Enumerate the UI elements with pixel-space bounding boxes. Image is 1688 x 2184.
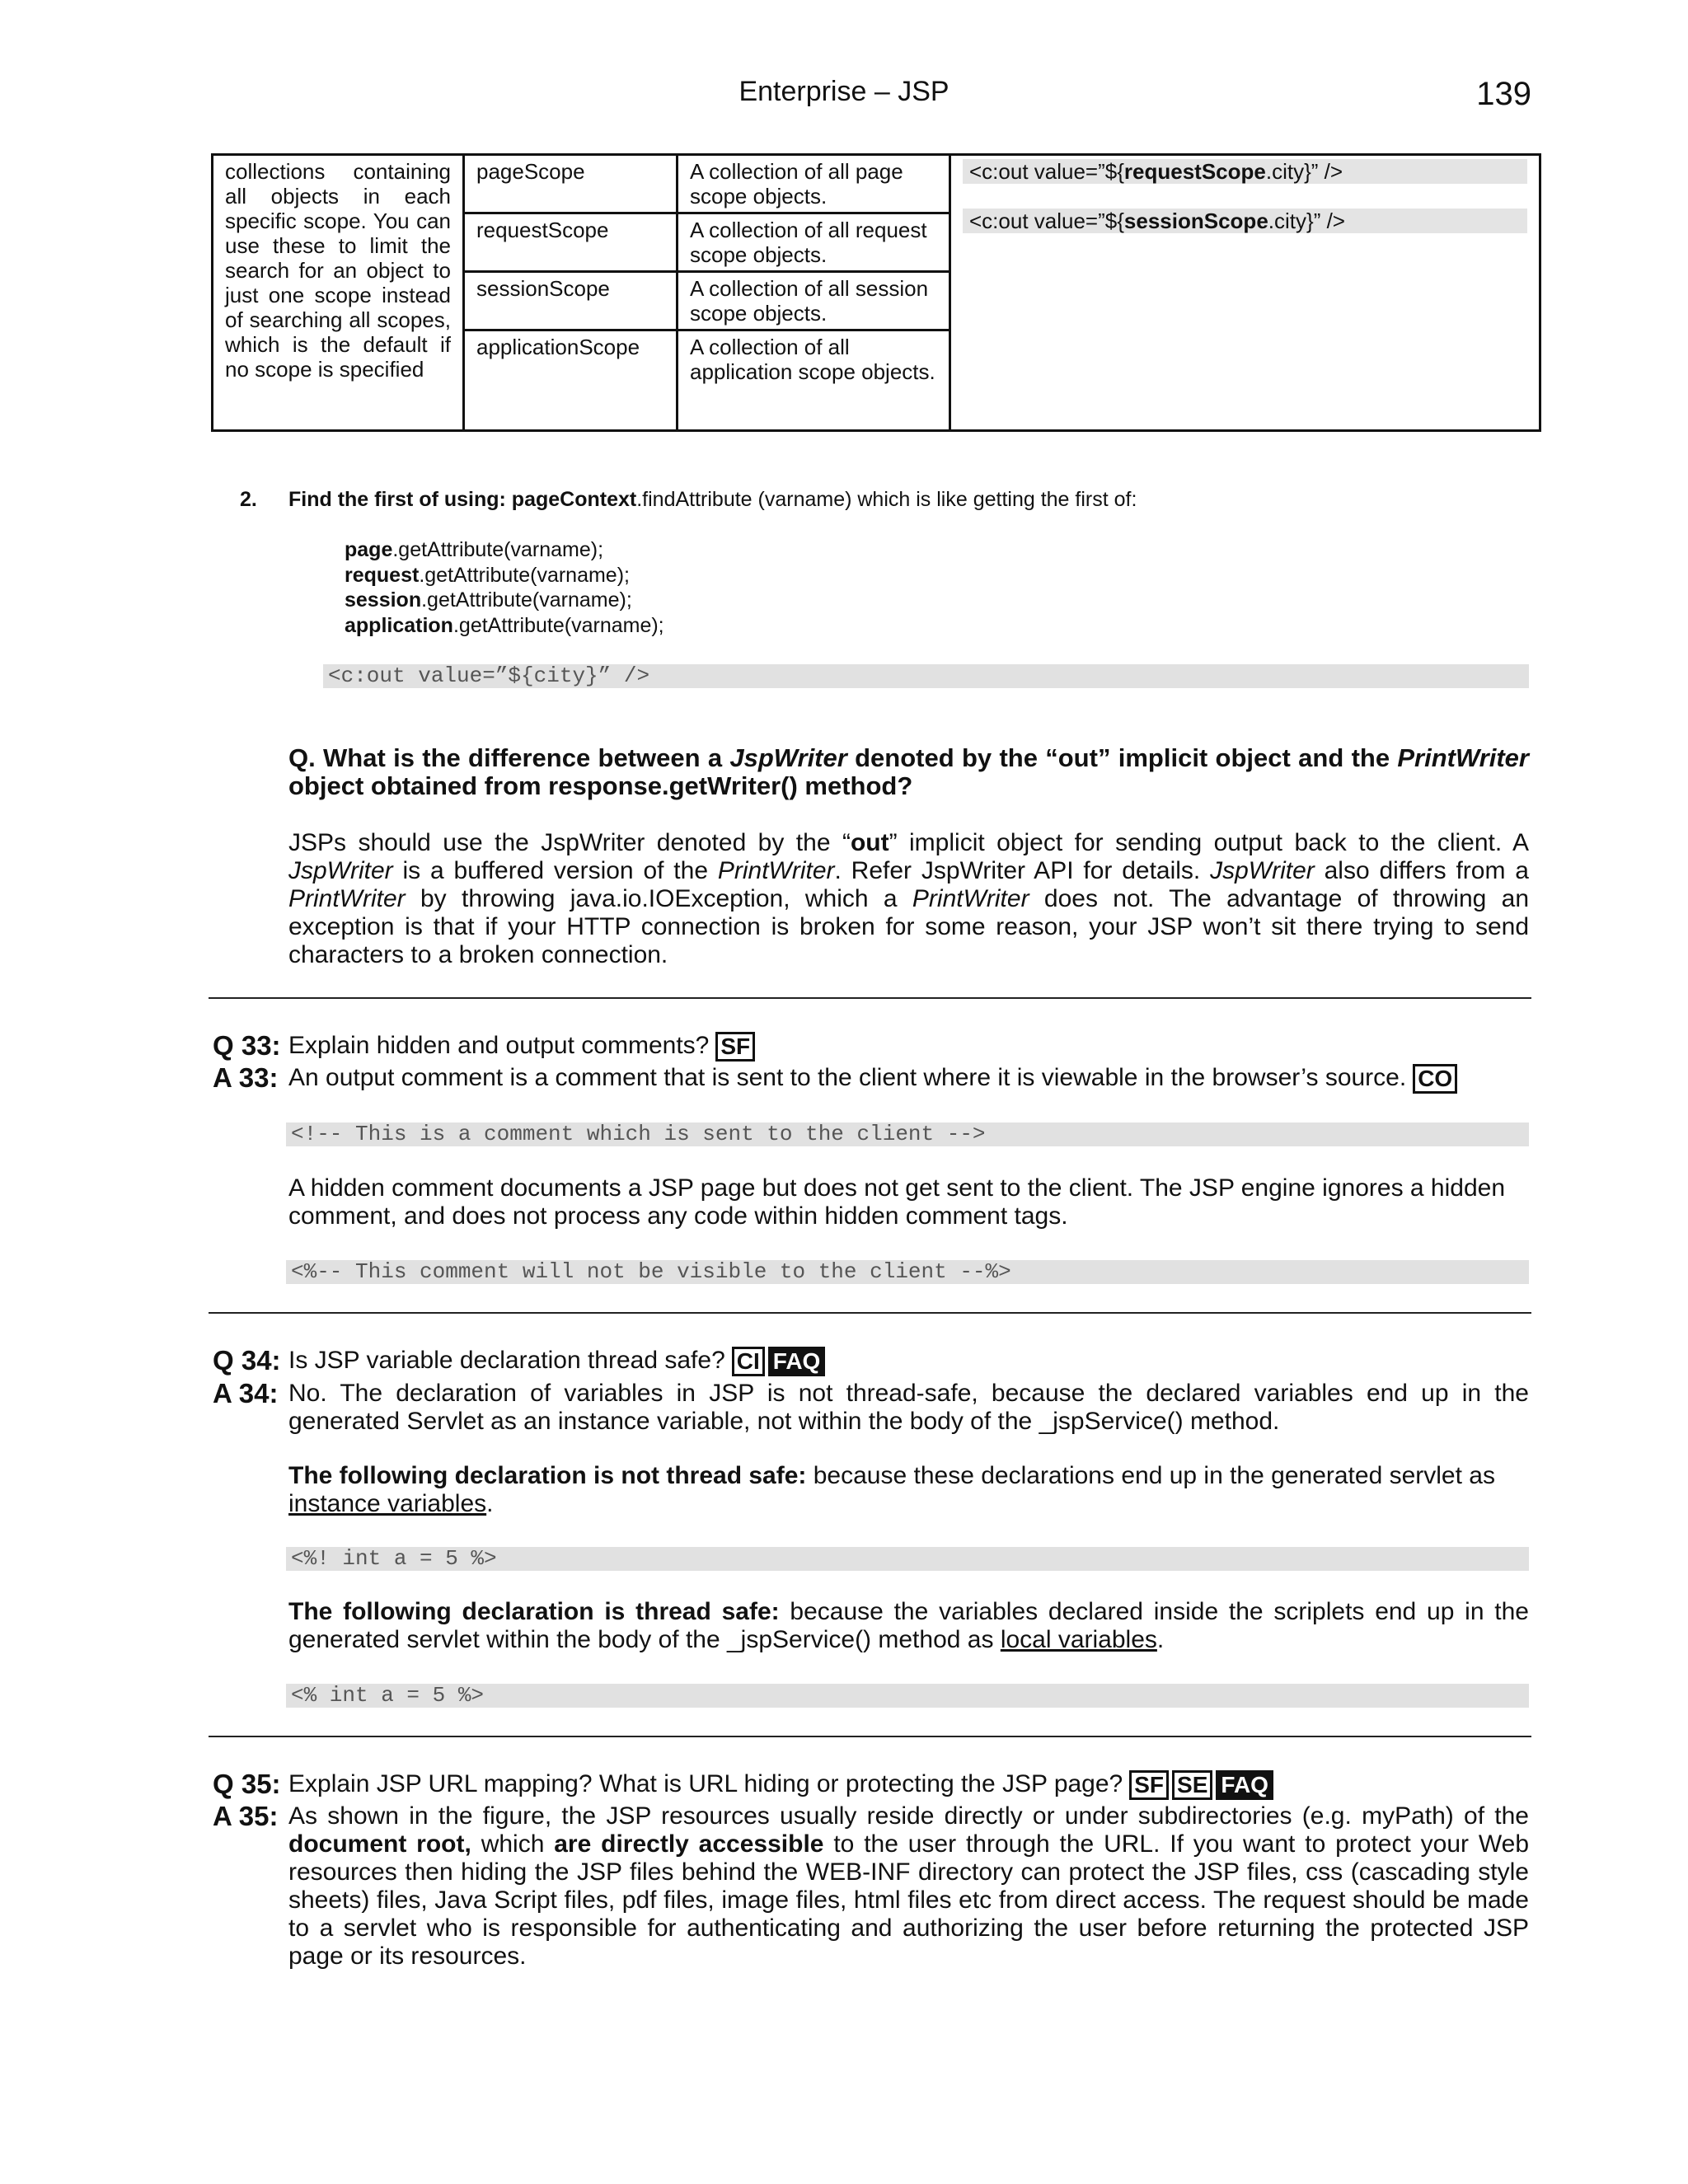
page-number: 139 [1476,76,1531,112]
tag-badge: SF [1129,1770,1169,1800]
code-block: <c:out value=”${city}” /> [323,664,1529,688]
paragraph: The following declaration is thread safe: because the variables declared inside the scriplets end up in the generated servlet within the body of the _jspService() method as local variables. [288,1598,1529,1653]
code-block: <% int a = 5 %> [286,1684,1529,1708]
code-block: <%-- This comment will not be visible to the client --%> [286,1260,1529,1284]
scope-collection: A collection of all page scope objects. [678,155,950,213]
scope-examples [950,155,1540,431]
paragraph: A hidden comment documents a JSP page but does not get sent to the client. The JSP engine ignores a hidden comment, and does not process any code within hidden comment tags. [288,1174,1506,1230]
tag-badge: FAQ [1216,1770,1273,1800]
question-text: Explain JSP URL mapping? What is URL hiding or protecting the JSP page? SF SE FAQ [288,1769,1273,1800]
question-text: Explain hidden and output comments? SF [288,1030,755,1062]
item2-lead: Find the first of using: pageContext.findAttribute (varname) which is like getting the first of: [288,488,1137,511]
tag-badge: FAQ [768,1347,826,1376]
call-line: request.getAttribute(varname); [345,563,630,587]
paragraph: The following declaration is not thread safe: because these declarations end up in the generated servlet as instance variables. [288,1462,1495,1517]
code-block: <%! int a = 5 %> [286,1547,1529,1571]
list-number: 2. [240,488,257,511]
question-text: Is JSP variable declaration thread safe? CI FAQ [288,1345,825,1376]
scope-table [211,153,1541,432]
question-label: Q 35: [213,1769,281,1799]
answer-label: A 34: [213,1378,279,1408]
running-header: Enterprise – JSP [738,76,950,107]
scope-collection: A collection of all application scope objects. [678,330,950,431]
question-label: Q 34: [213,1345,281,1376]
call-line: session.getAttribute(varname); [345,588,632,612]
scope-name: requestScope [464,213,678,272]
answer-label: A 35: [213,1801,279,1831]
tag-badge: SE [1172,1770,1212,1800]
tag-badge: CO [1413,1064,1457,1094]
answer-jspwriter: JSPs should use the JspWriter denoted by the “out” implicit object for sending output back to the client. A JspWriter is a buffered version of the PrintWriter. Refer JspWriter API for details. JspWriter also differs from a PrintWriter by throwing java.io.IOException, which a PrintWriter does not. The advantage of throwing an exception is that if your HTTP connection is broken for some reason, your JSP won’t sit there trying to send characters to a broken connection. [288,829,1530,968]
attribute-calls [345,537,664,638]
scope-name: sessionScope [464,272,678,330]
call-line: page.getAttribute(varname); [345,538,604,561]
section-divider [209,1736,1531,1737]
question-jspwriter: Q. What is the difference between a JspWriter denoted by the “out” implicit object and the PrintWriter object obtained from response.getWriter() method? [288,743,1529,800]
scope-example-line: <c:out value=”${sessionScope.city}” /> [963,209,1527,233]
answer-text: An output comment is a comment that is sent to the client where it is viewable in the browser’s source. CO [288,1062,1457,1094]
scope-collection: A collection of all session scope objects. [678,272,950,330]
scope-name: pageScope [464,155,678,213]
answer-text: As shown in the figure, the JSP resources usually reside directly or under subdirectories (e.g. myPath) of the document root, which are directly accessible to the user through the URL. If you want to protect your Web resources then hiding the JSP files behind the WEB-INF directory can protect the JSP files, css (cascading style sheets) files, Java Script files, pdf files, image files, html files etc from direct access. The request should be made to a servlet who is responsible for authenticating and authorizing the user before returning the protected JSP page or its resources. [288,1802,1530,1970]
code-block: <!-- This is a comment which is sent to the client --> [286,1122,1529,1146]
tag-badge: CI [732,1347,765,1376]
section-divider [209,1312,1531,1314]
answer-text: No. The declaration of variables in JSP is not thread-safe, because the declared variables end up in the generated Servlet as an instance variable, not within the body of the _jspService() method. [288,1380,1529,1435]
tag-badge: SF [715,1032,755,1062]
scope-name: applicationScope [464,330,678,431]
scope-description: collections containing all objects in each specific scope. You can use these to limit the search for an object to just one scope instead of searching all scopes, which is the default if no scope is specified [213,155,464,431]
answer-label: A 33: [213,1062,279,1093]
scope-example-line: <c:out value=”${requestScope.city}” /> [963,159,1527,184]
section-divider [209,997,1531,999]
question-label: Q 33: [213,1030,281,1061]
call-line: application.getAttribute(varname); [345,613,664,637]
scope-collection: A collection of all request scope objects. [678,213,950,272]
